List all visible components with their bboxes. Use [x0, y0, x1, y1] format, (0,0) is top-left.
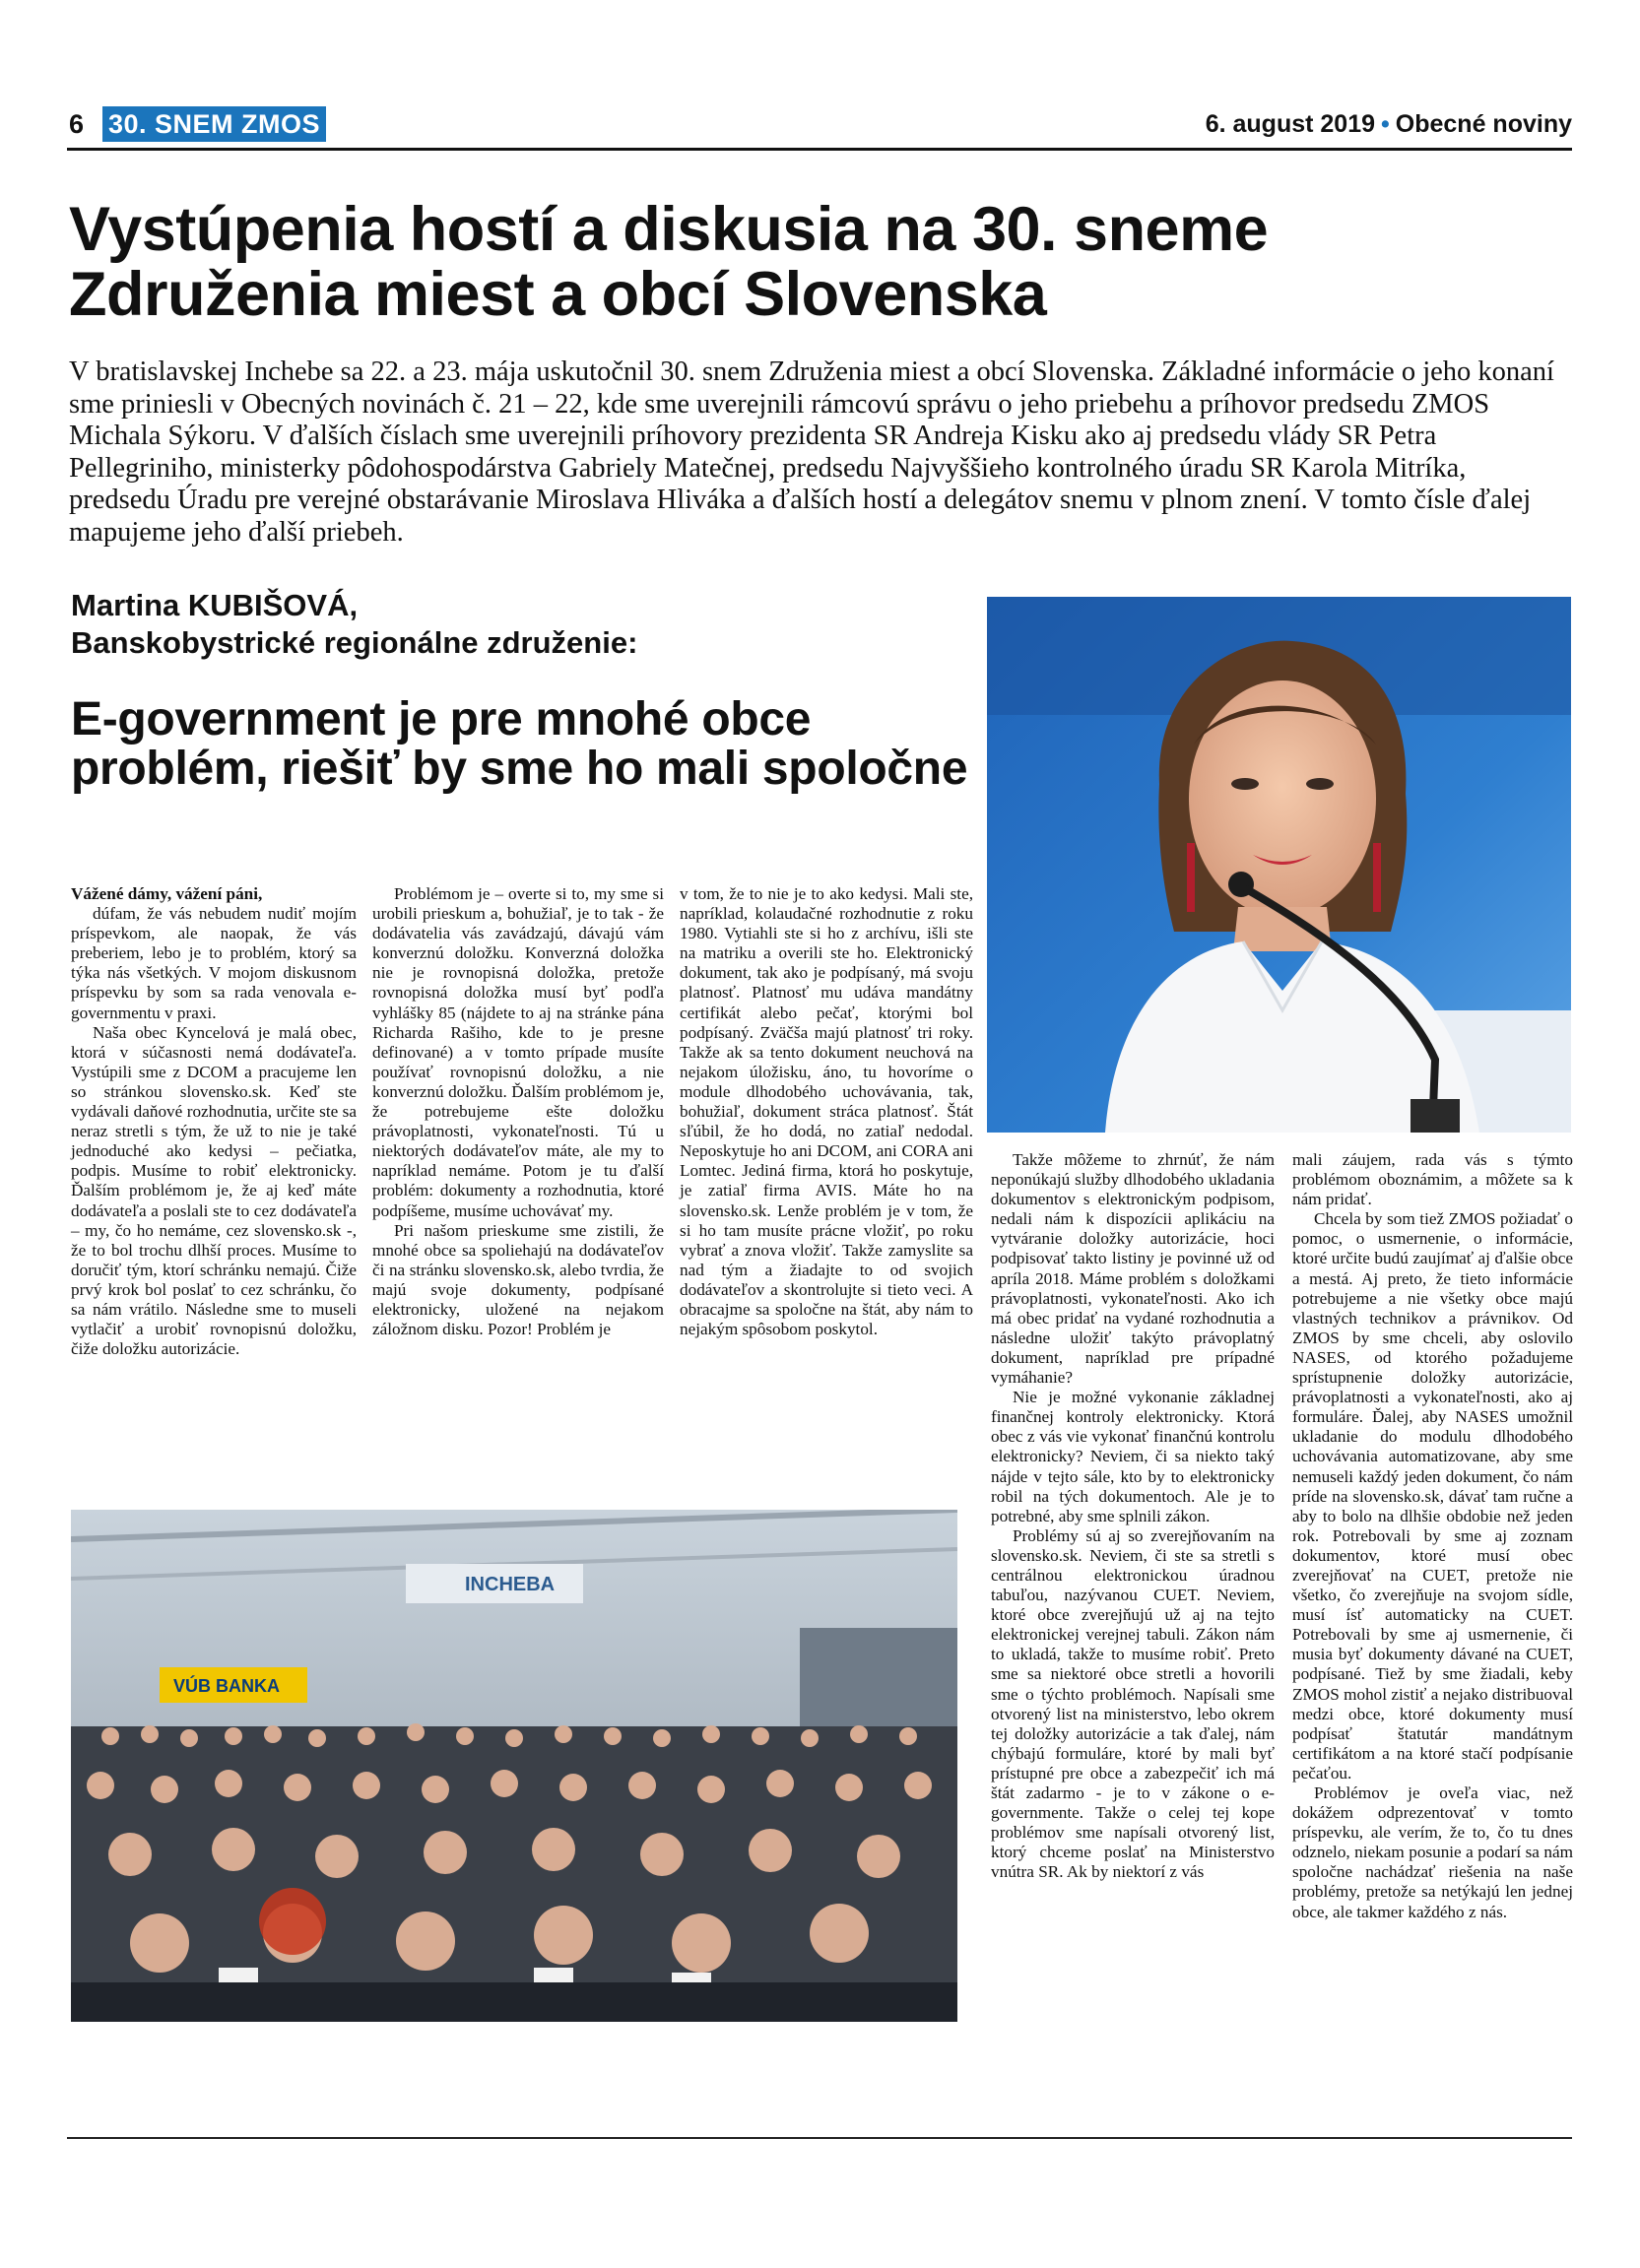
salutation: Vážené dámy, vážení páni,: [71, 884, 263, 903]
issue-date: 6. august 2019: [1205, 110, 1376, 138]
audience-illustration: [71, 1510, 957, 2022]
paragraph: Problémom je – overte si to, my sme si urobili prieskum a, bohužiaľ, je to tak - že dodávatelia vás zavádzajú, dávajú vám konverznú doložku. Konverzná doložka nie je rovnopisná doložka, pretože rovnopisná doložka musí byť podľa vyhlášky 85 (nájdete to aj na stránke pána Richarda Rašiho, kde to je presne definované) a v tomto prípade musíte používať rovnopisnú doložku, a nie konverznú doložku. Ďalším problémom je, že potrebujeme ešte doložku právoplatnosti, vykonateľnosti. Tú u niektorých dodávateľov máte, ale my to napríklad nemáme. Potom je tu ďalší problém: dokumenty a rozhodnutia, ktoré podpíšeme, musíme uchovávať my.: [372, 884, 664, 1220]
paragraph: Pri našom prieskume sme zistili, že mnohé obce sa spoliehajú na dodávateľov či na stránku slovensko.sk, alebo tvrdia, že majú svoje dokumenty, podpísané elektronicky, uložené na nejakom záložnom disku. Pozor! Problém je: [372, 1220, 664, 1339]
speaker-organization: Banskobystrické regionálne združenie:: [71, 625, 638, 660]
paragraph: Nie je možné vykonanie základnej finančnej kontroly elektronicky. Ktorá obec z vás vie vykonať finančnú kontrolu elektronicky? Neviem, či sa niekto taký nájde v tejto sále, kto by to elektronicky robil na tých dokumentoch. Ale je to potrebné, aby sme splnili zákon.: [991, 1388, 1275, 1525]
speaker-name: Martina KUBIŠOVÁ,: [71, 588, 359, 622]
paragraph: Chcela by som tiež ZMOS požiadať o pomoc, o usmernenie, o informácie, ktoré určite budú zaujímať aj ďalšie obce a mestá. Aj preto, že tieto informácie potrebujeme a nie všetky obce majú vlastných technikov a právnikov. Od ZMOS by sme chceli, aby oslovilo NASES, od ktorého požadujeme sprístupnenie doložky autorizácie, právoplatnosti a vykonateľnosti, ako aj formuláre. Ďalej, aby NASES umožnil ukladanie do modulu dlhodobého uchovávania automatizovane, aby sme nemuseli každý jeden dokument, čo nám príde na slovensko.sk, dávať tam ručne a aby to bolo na dlhšie obdobie než jeden rok. Potrebovali by sme aj zoznam dokumentov, ktoré musí obec zverejňovať na CUET, pretože nie všetko, čo zverejňuje na svojom sídle, musí ísť automaticky na CUET. Potrebovali by sme aj usmernenie, či musia byť dokumenty dávané na CUET, podpísané. Tiež by sme žiadali, keby ZMOS mohol zistiť a nejako distribuoval medzi obce, ktoré dokumenty musí podpísať štatutár mandátnym certifikátom a na ktoré stačí podpísanie pečaťou.: [1292, 1209, 1573, 1782]
speaker-block: [71, 587, 977, 662]
text-column-4: [991, 1150, 1275, 1882]
article-title: Vystúpenia hostí a diskusia na 30. sneme Združenia miest a obcí Slovenska: [69, 195, 1269, 329]
paragraph: Problémy sú aj so zverejňovaním na slovensko.sk. Neviem, či ste sa stretli s centrálnou elektronickou úradnou tabuľou, nazývanou CUET. Neviem, ktoré obce zverejňujú už aj na tejto elektronickej verejnej tabuli. Zákon nám to ukladá, takže to musíme robiť. Preto sme sa niektoré obce stretli a hovorili sme o týchto problémoch. Napísali sme otvorený list na ministerstvo, lebo okrem tej doložky autorizácie a tak ďalej, nám chýbajú formuláre, ktoré by mali byť prístupné pre obce a zabezpečiť ich má štát zadarmo - je to v zákone o e-governmente. Takže o celej tej kope problémov sme napísali otvorený list, ktorý chceme poslať na Ministerstvo vnútra SR. Ak by niektorí z vás: [991, 1525, 1275, 1882]
vub-banner-text: VÚB BANKA: [173, 1676, 280, 1696]
text-column-3: [680, 884, 973, 1339]
section-label: 30. SNEM ZMOS: [102, 106, 326, 142]
paragraph: v tom, že to nie je to ako kedysi. Mali ste, napríklad, kolaudačné rozhodnutie z roku 1980. Vytiahli ste si ho z archívu, išli ste na matriku a overili ste ho. Elektronický dokument, tak ako je podpísaný, má svoju platnosť. Platnosť mu udáva mandátny certifikát alebo pečať, ktorými bol podpísaný. Zväčša majú platnosť tri roky. Takže ak sa tento dokument neuchová na nejakom úložisku, áno, tu hovoríme o module dlhodobého uchovávania, tak, bohužiaľ, dokument stráca platnosť. Štát sľúbil, že ho dodá, no zatiaľ nedodal. Neposkytuje ho ani DCOM, ani CORA ani Lomtec. Jediná firma, ktorá ho poskytuje, je zatiaľ firma AVIS. Máte ho na slovensko.sk. Lenže problém je v tom, že si ho tam musíte prácne vložiť, po roku vybrať a znova vložiť. Takže zamyslite sa nad tým a žiadajte to od svojich dodávateľov a skontrolujte si tieto veci. A obracajme sa spoločne na štát, aby nám to nejakým spôsobom poskytol.: [680, 884, 973, 1339]
article-lead: V bratislavskej Inchebe sa 22. a 23. mája uskutočnil 30. snem Združenia miest a obcí Slovenska. Základné informácie o jeho konaní sme priniesli v Obecných novinách č. 21 – 22, kde sme uverejnili rámcovú správu o jeho priebehu a príhovor predsedu ZMOS Michala Sýkoru. V ďalších číslach sme uverejnili príhovory prezidenta SR Andreja Kisku ako aj predsedu vlády SR Petra Pellegriniho, ministerky pôdohospodárstva Gabriely Matečnej, predsedu Najvyššieho kontrolného úradu SR Karola Mitríka, predsedu Úradu pre verejné obstarávanie Miroslava Hliváka a ďalších hostí a delegátov snemu v plnom znení. V tomto čísle ďalej mapujeme jeho ďalší priebeh.: [69, 356, 1554, 548]
bullet-separator: •: [1381, 110, 1390, 138]
paragraph: Naša obec Kyncelová je malá obec, ktorá v súčasnosti nemá dodávateľa. Vystúpili sme z DCOM a pracujeme len so stránkou slovensko.sk. Keď ste vydávali daňové rozhodnutia, určite ste sa neraz stretli s tým, že už to nie je také jednoduché ako kedysi – pečiatka, podpis. Musíme to robiť elektronicky. Ďalším problémom je, že aj keď máte dodávateľa a poslali ste to cez dodávateľa – my, čo ho nemáme, cez slovensko.sk -, že to bol trochu dlhší proces. Musíme to doručiť tým, ktorí schránku nemajú. Čiže prvý krok bol poslať to cez schránku, čo sa nám vrátilo. Následne sme to museli vytlačiť a urobiť rovnopisnú doložku, čiže doložku autorizácie.: [71, 1022, 357, 1359]
speaker-portrait-photo: [987, 597, 1571, 1133]
audience-photo: [71, 1510, 957, 2022]
paragraph: mali záujem, rada vás s týmto problémom oboznámim, a môžete sa k nám pridať.: [1292, 1150, 1573, 1209]
header-divider: [67, 148, 1572, 151]
text-column-2: [372, 884, 664, 1339]
speech-headline: E-government je pre mnohé obce problém, riešiť by sme ho mali spoločne: [71, 693, 968, 795]
page-number: 6: [69, 109, 85, 139]
publication-name: Obecné noviny: [1395, 110, 1572, 138]
footer-divider: [67, 2137, 1572, 2139]
paragraph: dúfam, že vás nebudem nudiť mojím príspevkom, ale naopak, že vás preberiem, lebo je to problém, ktorý sa týka nás všetkých. V mojom diskusnom príspevku by som sa rada venovala e-governmentu v praxi.: [71, 904, 357, 1022]
text-column-5: [1292, 1150, 1573, 1922]
issue-info: [1206, 110, 1572, 139]
page-header: [67, 106, 1572, 146]
paragraph: Problémov je oveľa viac, než dokážem odprezentovať v tomto príspevku, ale verím, že to, čo tu dnes odznelo, niekam posunie a podarí sa nám spoločne nachádzať riešenia na naše problémy, pretože sa netýkajú len jednej obce, ale takmer každého z nás.: [1292, 1783, 1573, 1921]
incheba-banner-text: INCHEBA: [465, 1574, 556, 1595]
portrait-illustration: [987, 597, 1571, 1133]
text-column-1: [71, 884, 357, 1359]
paragraph: Takže môžeme to zhrnúť, že nám neponúkajú služby dlhodobého ukladania dokumentov s elektronickým podpisom, nedali nám k dispozícii aplikáciu na vytváranie doložky autorizácie, hoci podpisovať takto listiny je povinné už od apríla 2018. Máme problém s doložkami právoplatnosti, vykonateľnosti. Ako ich má obec pridať na vydané rozhodnutia a následne uložiť takýto právoplatný dokument, napríklad pre prípadné vymáhanie?: [991, 1150, 1275, 1388]
